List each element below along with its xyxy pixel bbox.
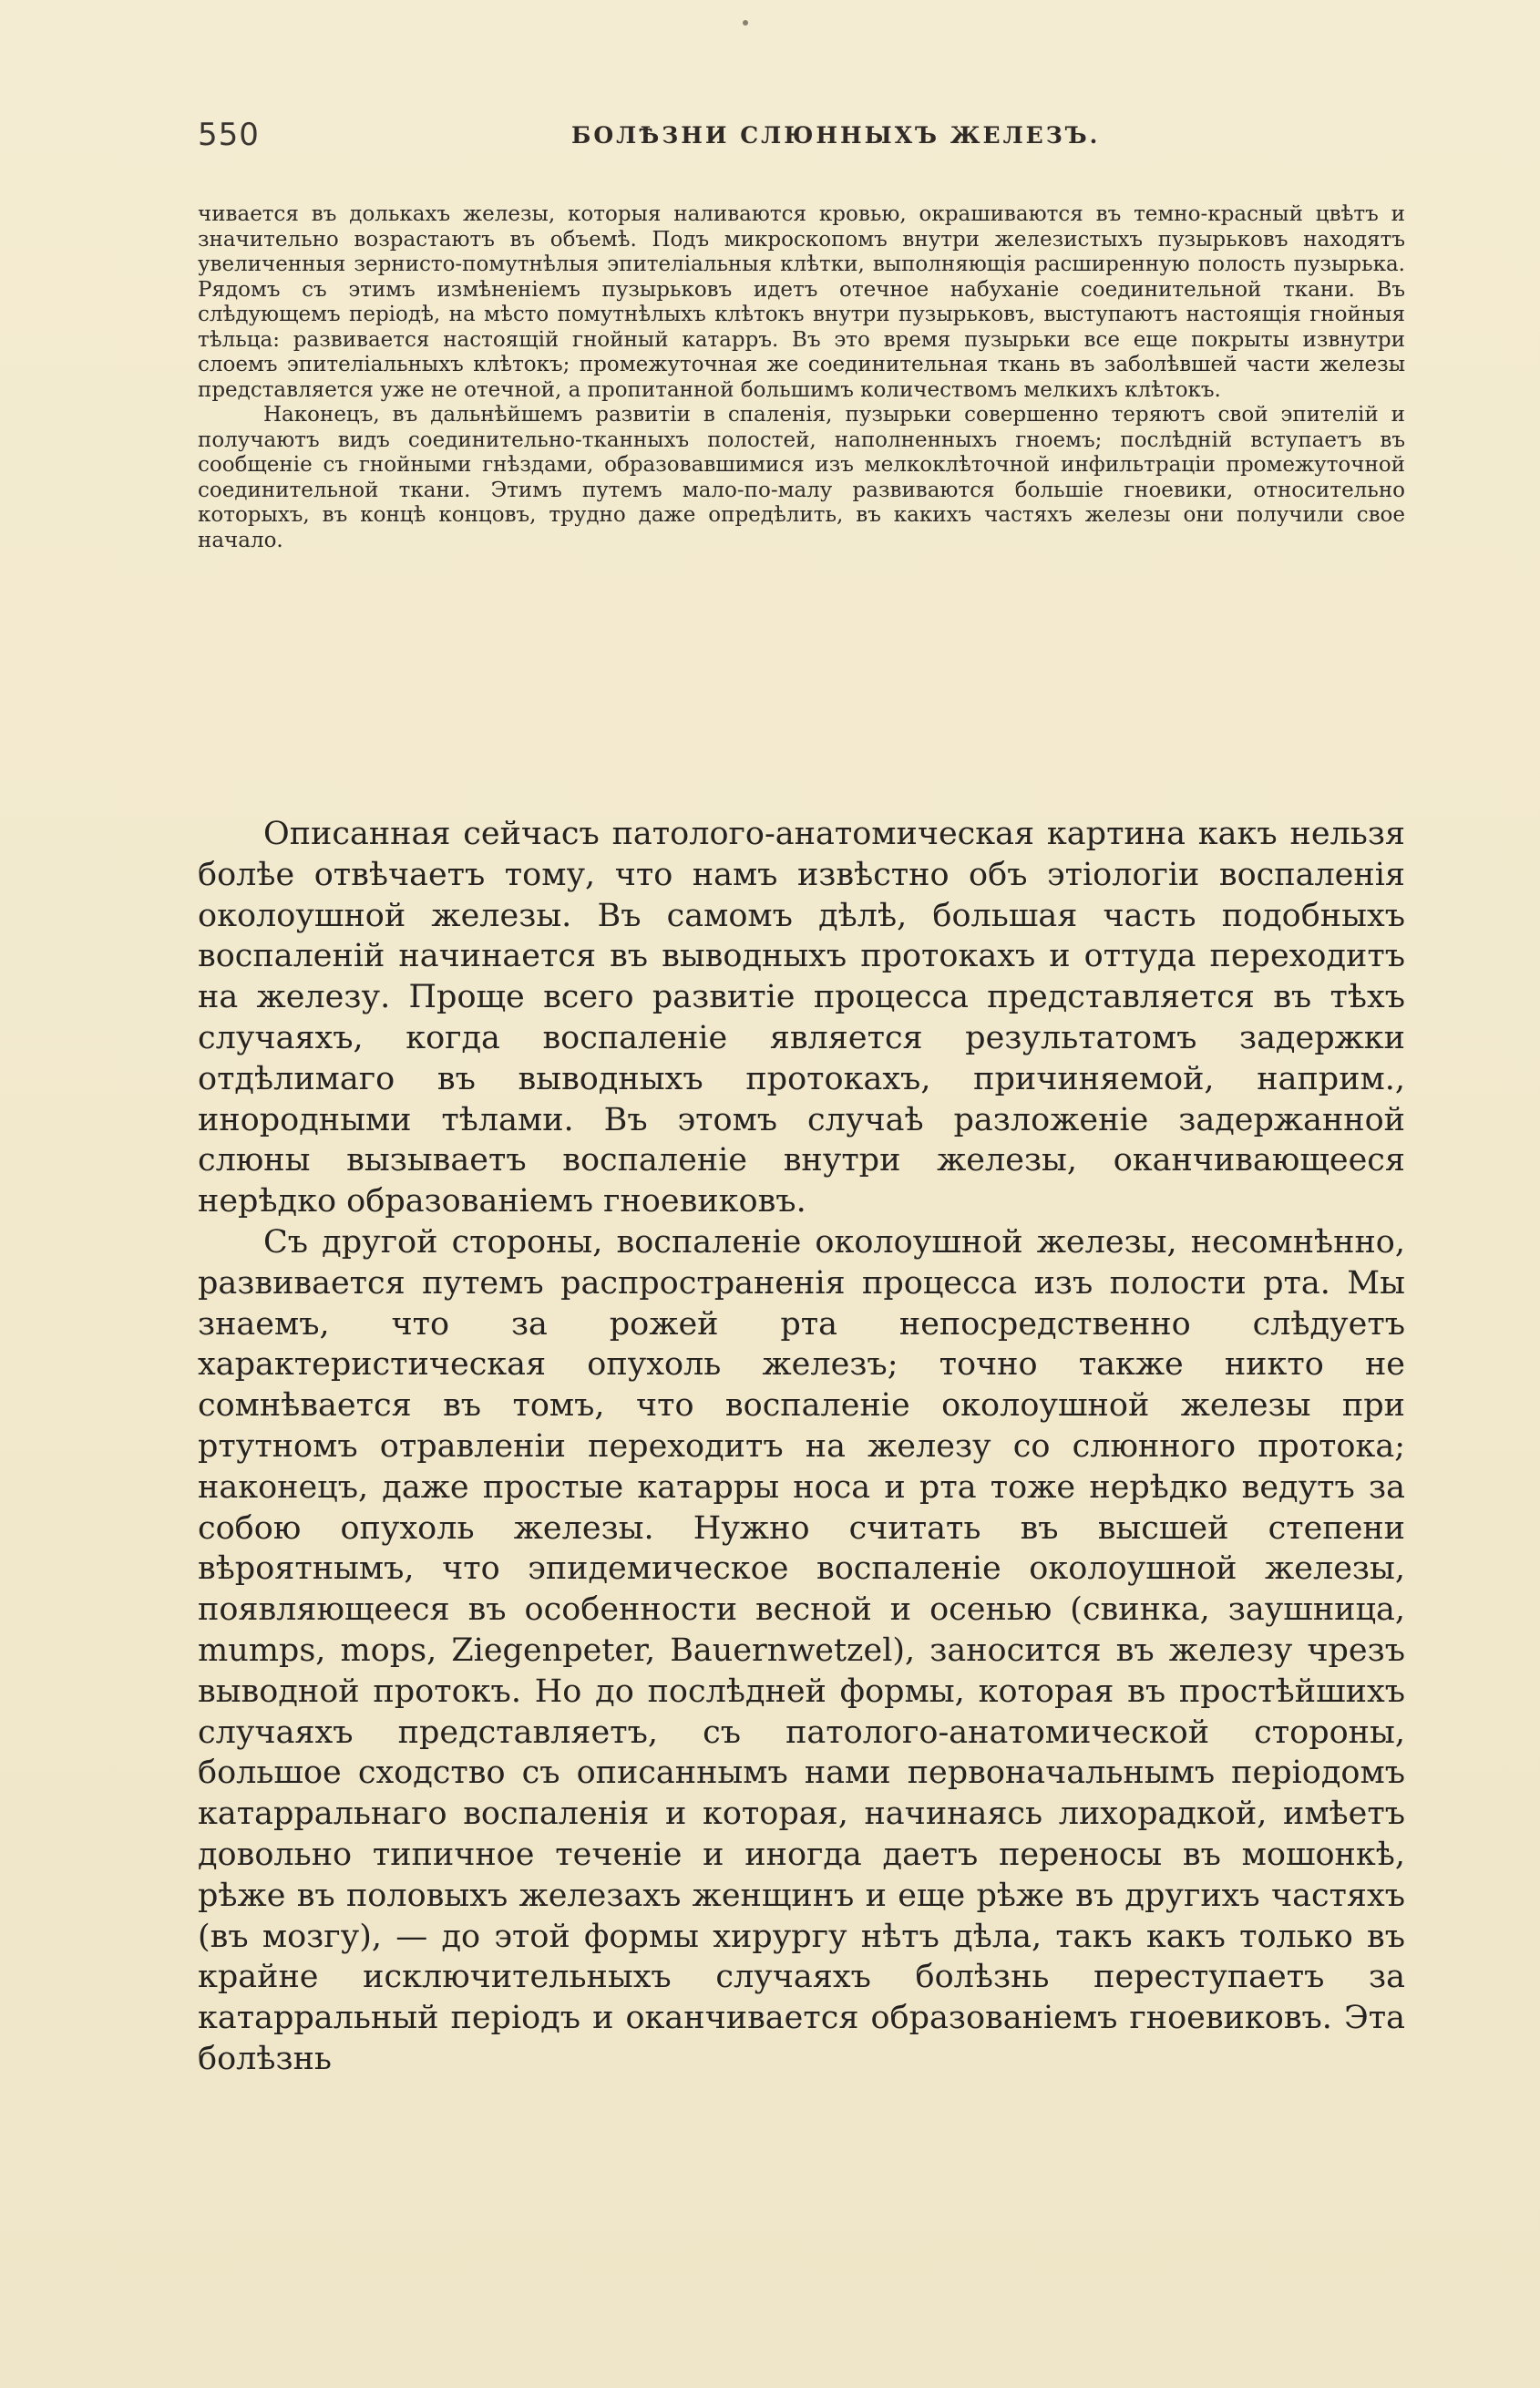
small-print-section	[198, 202, 1405, 553]
main-paragraph-2: Съ другой стороны, воспаленіе околоушной железы, несомнѣнно, развивается путемъ распространенія процесса изъ полости рта. Мы знаемъ, что за рожей рта непосредственно слѣдуетъ характеристическая опухоль железъ; точно также никто не сомнѣвается въ томъ, что воспаленіе околоушной железы при ртутномъ отравленіи переходитъ на железу со слюнного протока; наконецъ, даже простые катарры носа и рта тоже нерѣдко ведутъ за собою опухоль железы. Нужно считать въ высшей степени вѣроятнымъ, что эпидемическое воспаленіе околоушной железы, появляющееся въ особенности весной и осенью (свинка, заушница, mumps, mops, Ziegenpeter, Bauernwetzel), заносится въ железу чрезъ выводной протокъ. Но до послѣдней формы, которая въ простѣйшихъ случаяхъ представляетъ, съ патолого-анатомической стороны, большое сходство съ описаннымъ нами первоначальнымъ періодомъ катарральнаго воспаленія и которая, начинаясь лихорадкой, имѣетъ довольно типичное теченіе и иногда даетъ переносы въ мошонкѣ, рѣже въ половыхъ железахъ женщинъ и еще рѣже въ другихъ частяхъ (въ мозгу), — до этой формы хирургу нѣтъ дѣла, такъ какъ только въ крайне исключительныхъ случаяхъ болѣзнь переступаетъ за катарральный періодъ и оканчивается образованіемъ гноевиковъ. Эта болѣзнь	[198, 1223, 1405, 2077]
main-paragraph-1: Описанная сейчасъ патолого-анатомическая картина какъ нельзя болѣе отвѣчаетъ тому, что намъ извѣстно объ этіологіи воспаленія околоушной железы. Въ самомъ дѣлѣ, большая часть подобныхъ воспаленій начинается въ выводныхъ протокахъ и оттуда переходитъ на железу. Проще всего развитіе процесса представляется въ тѣхъ случаяхъ, когда воспаленіе является результатомъ задержки отдѣлимаго въ выводныхъ протокахъ, причиняемой, наприм., инородными тѣлами. Въ этомъ случаѣ разложеніе задержанной слюны вызываетъ воспаленіе внутри железы, оканчивающееся нерѣдко образованіемъ гноевиковъ.	[198, 816, 1405, 1220]
small-paragraph-2: Наконецъ, въ дальнѣйшемъ развитіи в спаленія, пузырьки совершенно теряютъ свой эпителій и получаютъ видъ соединительно-тканныхъ полостей, наполненныхъ гноемъ; послѣдній вступаетъ въ сообщеніе съ гнойными гнѣздами, образовавшимися изъ мелкоклѣточной инфильтраціи промежуточной соединительной ткани. Этимъ путемъ мало-по-малу развиваются большіе гноевики, относительно которыхъ, въ концѣ концовъ, трудно даже опредѣлить, въ какихъ частяхъ железы они получили свое начало.	[198, 403, 1405, 552]
running-title: БОЛѢЗНИ СЛЮННЫХЪ ЖЕЛЕЗЪ.	[571, 122, 1101, 149]
main-text-section	[198, 814, 1405, 2080]
small-paragraph-1: чивается въ долькахъ железы, которыя наливаются кровью, окрашиваются въ темно-красный цвѣтъ и значительно возрастаютъ въ объемѣ. Подъ микроскопомъ внутри железистыхъ пузырьковъ находятъ увеличенныя зернисто-помутнѣлыя эпителіальныя клѣтки, выполняющія расширенную полость пузырька. Рядомъ съ этимъ измѣненіемъ пузырьковъ идетъ отечное набуханіе соединительной ткани. Въ слѣдующемъ періодѣ, на мѣсто помутнѣлыхъ клѣтокъ внутри пузырьковъ, выступаютъ настоящія гнойныя тѣльца: развивается настоящій гнойный катарръ. Въ это время пузырьки все еще покрыты извнутри слоемъ эпителіальныхъ клѣтокъ; промежуточная же соединительная ткань въ заболѣвшей части железы представляется уже не отечной, а пропитанной большимъ количествомъ мелкихъ клѣтокъ.	[198, 202, 1405, 402]
paper-speck	[743, 20, 748, 26]
page-header	[198, 117, 1405, 162]
page-number: 550	[198, 117, 260, 153]
